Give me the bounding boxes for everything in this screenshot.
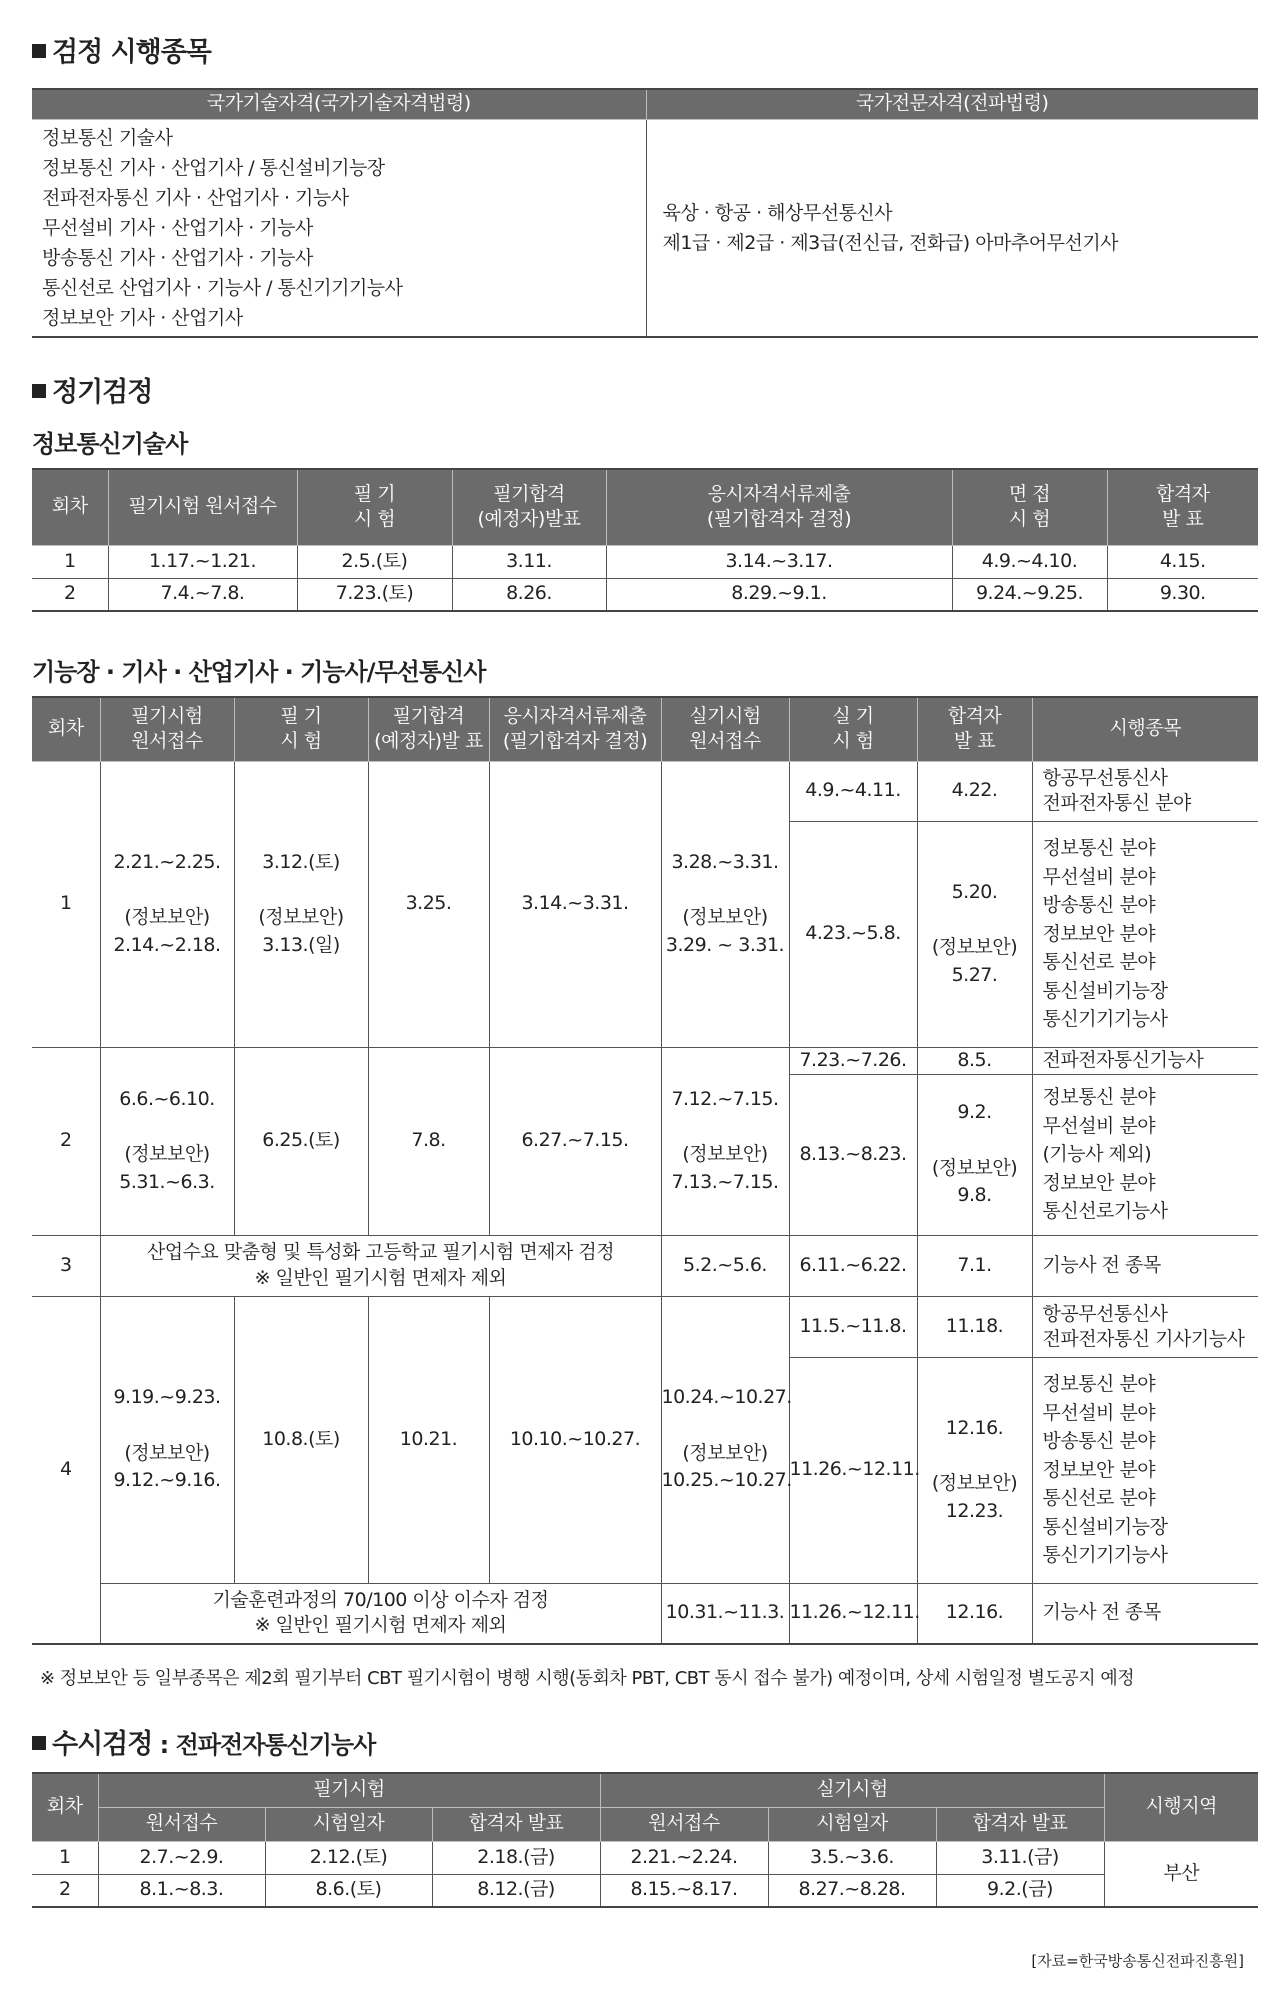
cell: 11.5.~11.8. bbox=[789, 1296, 917, 1357]
exam-items-table bbox=[32, 88, 1258, 338]
item: 전파전자통신 기사 · 산업기사 · 기능사 bbox=[42, 186, 349, 209]
header-national-technical: 국가기술자격(국가기술자격법령) bbox=[32, 89, 646, 119]
header-date: 시험일자 bbox=[265, 1807, 432, 1841]
header-written-pass: 필기합격 (예정자)발표 bbox=[452, 469, 606, 545]
cell: 10.21. bbox=[368, 1296, 489, 1583]
cell: 7.4.~7.8. bbox=[108, 578, 297, 611]
cell: 항공무선통신사 전파전자통신 기사기능사 bbox=[1032, 1296, 1258, 1357]
cell: 산업수요 맞춤형 및 특성화 고등학교 필기시험 면제자 검정 ※ 일반인 필기시험 면제자 제외 bbox=[100, 1235, 661, 1296]
cell: 5.2.~5.6. bbox=[661, 1235, 789, 1296]
header-national-professional: 국가전문자격(전파법령) bbox=[646, 89, 1258, 119]
cell: 2.21.~2.24. bbox=[600, 1841, 768, 1874]
cell: 12.16. (정보보안) 12.23. bbox=[917, 1357, 1032, 1583]
header-final: 합격자 발 표 bbox=[917, 697, 1032, 761]
section-title-text: 정기검정 bbox=[52, 377, 153, 408]
cell: 3.14.~3.17. bbox=[606, 545, 952, 578]
cell: 9.2. (정보보안) 9.8. bbox=[917, 1074, 1032, 1235]
header-region: 시행지역 bbox=[1104, 1773, 1258, 1841]
cell: 정보통신 분야 무선설비 분야 (기능사 제외) 정보보안 분야 통신선로기능사 bbox=[1032, 1074, 1258, 1235]
header-practical: 실기시험 bbox=[600, 1773, 1104, 1807]
item: 정보보안 기사 · 산업기사 bbox=[42, 306, 243, 329]
cell: 11.18. bbox=[917, 1296, 1032, 1357]
cell: 1 bbox=[32, 1841, 98, 1874]
cell: 12.16. bbox=[917, 1583, 1032, 1644]
cell: 기능사 전 종목 bbox=[1032, 1583, 1258, 1644]
header-round: 회차 bbox=[32, 469, 108, 545]
header-round: 회차 bbox=[32, 1773, 98, 1841]
cell: 2 bbox=[32, 578, 108, 611]
cell: 2.7.~2.9. bbox=[98, 1841, 265, 1874]
cell: 3.11. bbox=[452, 545, 606, 578]
professional-items-cell bbox=[646, 119, 1258, 337]
header-written: 필기시험 bbox=[98, 1773, 600, 1807]
table-row bbox=[32, 578, 1258, 611]
header-written-pass: 필기합격 (예정자)발 표 bbox=[368, 697, 489, 761]
cell: 7.1. bbox=[917, 1235, 1032, 1296]
header-interview: 면 접 시 험 bbox=[952, 469, 1107, 545]
cell: 4.9.~4.10. bbox=[952, 545, 1107, 578]
technician-schedule-table bbox=[32, 696, 1258, 1645]
technical-items-cell bbox=[32, 119, 646, 337]
cell: 전파전자통신기능사 bbox=[1032, 1047, 1258, 1074]
cell: 정보통신 분야 무선설비 분야 방송통신 분야 정보보안 분야 통신선로 분야 통신설비기능장 통신기기기능사 bbox=[1032, 821, 1258, 1047]
cell: 6.6.~6.10. (정보보안) 5.31.~6.3. bbox=[100, 1047, 234, 1235]
cell: 1.17.~1.21. bbox=[108, 545, 297, 578]
header-written-apply: 필기시험 원서접수 bbox=[108, 469, 297, 545]
cell: 7.8. bbox=[368, 1047, 489, 1235]
cell: 9.24.~9.25. bbox=[952, 578, 1107, 611]
item: 정보통신 기술사 bbox=[42, 126, 173, 149]
cell: 5.20. (정보보안) 5.27. bbox=[917, 821, 1032, 1047]
cell: 8.27.~8.28. bbox=[768, 1874, 936, 1907]
header-round: 회차 bbox=[32, 697, 100, 761]
cell: 2.12.(토) bbox=[265, 1841, 432, 1874]
cell: 8.15.~8.17. bbox=[600, 1874, 768, 1907]
cell: 4.15. bbox=[1107, 545, 1258, 578]
item: 무선설비 기사 · 산업기사 · 기능사 bbox=[42, 216, 313, 239]
cell: 3.12.(토) (정보보안) 3.13.(일) bbox=[234, 761, 368, 1047]
cell: 3.11.(금) bbox=[936, 1841, 1104, 1874]
cell: 6.27.~7.15. bbox=[489, 1047, 661, 1235]
section-title-text: 수시검정 bbox=[52, 1729, 153, 1760]
cell: 9.19.~9.23. (정보보안) 9.12.~9.16. bbox=[100, 1296, 234, 1583]
cell: 4 bbox=[32, 1296, 100, 1644]
cell: 항공무선통신사 전파전자통신 분야 bbox=[1032, 761, 1258, 821]
cell: 1 bbox=[32, 761, 100, 1047]
section-title-occasional bbox=[32, 1722, 375, 1761]
table-row bbox=[32, 1583, 1258, 1644]
cell: 6.25.(토) bbox=[234, 1047, 368, 1235]
cell: 8.29.~9.1. bbox=[606, 578, 952, 611]
footnote: ※ 정보보안 등 일부종목은 제2회 필기부터 CBT 필기시험이 병행 시행(동회차 PBT, CBT 동시 접수 불가) 예정이며, 상세 시험일정 별도공지 예정 bbox=[40, 1668, 1135, 1689]
table-row bbox=[32, 545, 1258, 578]
header-written-apply: 필기시험 원서접수 bbox=[100, 697, 234, 761]
table-row bbox=[32, 1047, 1258, 1074]
header-apply: 원서접수 bbox=[98, 1807, 265, 1841]
header-written-exam: 필 기 시 험 bbox=[234, 697, 368, 761]
table-row bbox=[32, 1296, 1258, 1357]
cell: 기능사 전 종목 bbox=[1032, 1235, 1258, 1296]
cell: 10.8.(토) bbox=[234, 1296, 368, 1583]
table-row bbox=[32, 1841, 1258, 1874]
section-title-regular bbox=[32, 370, 152, 409]
table-row bbox=[32, 761, 1258, 821]
header-items: 시행종목 bbox=[1032, 697, 1258, 761]
header-date: 시험일자 bbox=[768, 1807, 936, 1841]
square-bullet-icon bbox=[32, 1736, 46, 1750]
cell: 3.28.~3.31. (정보보안) 3.29. ~ 3.31. bbox=[661, 761, 789, 1047]
cell: 11.26.~12.11. bbox=[789, 1357, 917, 1583]
square-bullet-icon bbox=[32, 384, 46, 398]
item: 제1급 · 제2급 · 제3급(전신급, 전화급) 아마추어무선기사 bbox=[662, 231, 1119, 254]
cell: 3.25. bbox=[368, 761, 489, 1047]
cell: 2.18.(금) bbox=[432, 1841, 600, 1874]
cell: 10.24.~10.27. (정보보안) 10.25.~10.27. bbox=[661, 1296, 789, 1583]
pe-schedule-table bbox=[32, 468, 1258, 612]
header-docs: 응시자격서류제출 (필기합격자 결정) bbox=[606, 469, 952, 545]
cell: 2 bbox=[32, 1874, 98, 1907]
table-row bbox=[32, 1235, 1258, 1296]
item: 통신선로 산업기사 · 기능사 / 통신기기기능사 bbox=[42, 276, 403, 299]
occasional-schedule-table bbox=[32, 1772, 1258, 1908]
item: 정보통신 기사 · 산업기사 / 통신설비기능장 bbox=[42, 156, 385, 179]
header-docs: 응시자격서류제출 (필기합격자 결정) bbox=[489, 697, 661, 761]
cell: 8.13.~8.23. bbox=[789, 1074, 917, 1235]
cell: 2.21.~2.25. (정보보안) 2.14.~2.18. bbox=[100, 761, 234, 1047]
cell: 기술훈련과정의 70/100 이상 이수자 검정 ※ 일반인 필기시험 면제자 제외 bbox=[100, 1583, 661, 1644]
section-title-text: 검정 시행종목 bbox=[52, 37, 211, 68]
cell: 3.5.~3.6. bbox=[768, 1841, 936, 1874]
header-announce: 합격자 발표 bbox=[432, 1807, 600, 1841]
cell: 3.14.~3.31. bbox=[489, 761, 661, 1047]
source-credit: [자료=한국방송통신전파진흥원] bbox=[1031, 1952, 1244, 1970]
cell: 2.5.(토) bbox=[297, 545, 452, 578]
section-title-exam-items bbox=[32, 30, 211, 69]
table-row bbox=[32, 1874, 1258, 1907]
cell: 2 bbox=[32, 1047, 100, 1235]
cell: 6.11.~6.22. bbox=[789, 1235, 917, 1296]
cell: 3 bbox=[32, 1235, 100, 1296]
cell: 10.10.~10.27. bbox=[489, 1296, 661, 1583]
subtitle-technician: 기능장 · 기사 · 산업기사 · 기능사/무선통신사 bbox=[32, 658, 486, 686]
cell: 4.23.~5.8. bbox=[789, 821, 917, 1047]
cell: 11.26.~12.11. bbox=[789, 1583, 917, 1644]
cell: 9.2.(금) bbox=[936, 1874, 1104, 1907]
subtitle-pe: 정보통신기술사 bbox=[32, 430, 188, 458]
cell: 10.31.~11.3. bbox=[661, 1583, 789, 1644]
cell: 1 bbox=[32, 545, 108, 578]
header-final: 합격자 발 표 bbox=[1107, 469, 1258, 545]
cell: 7.12.~7.15. (정보보안) 7.13.~7.15. bbox=[661, 1047, 789, 1235]
square-bullet-icon bbox=[32, 44, 46, 58]
cell: 8.6.(토) bbox=[265, 1874, 432, 1907]
cell: 4.9.~4.11. bbox=[789, 761, 917, 821]
cell: 7.23.~7.26. bbox=[789, 1047, 917, 1074]
cell: 정보통신 분야 무선설비 분야 방송통신 분야 정보보안 분야 통신선로 분야 통신설비기능장 통신기기기능사 bbox=[1032, 1357, 1258, 1583]
header-practical-exam: 실 기 시 험 bbox=[789, 697, 917, 761]
header-apply: 원서접수 bbox=[600, 1807, 768, 1841]
cell: 7.23.(토) bbox=[297, 578, 452, 611]
header-practical-apply: 실기시험 원서접수 bbox=[661, 697, 789, 761]
header-written-exam: 필 기 시 험 bbox=[297, 469, 452, 545]
region-cell: 부산 bbox=[1104, 1841, 1258, 1907]
header-announce: 합격자 발표 bbox=[936, 1807, 1104, 1841]
cell: 8.1.~8.3. bbox=[98, 1874, 265, 1907]
section-subtitle-text: : 전파전자통신기능사 bbox=[152, 1731, 376, 1759]
cell: 8.26. bbox=[452, 578, 606, 611]
item: 방송통신 기사 · 산업기사 · 기능사 bbox=[42, 246, 313, 269]
cell: 4.22. bbox=[917, 761, 1032, 821]
item: 육상 · 항공 · 해상무선통신사 bbox=[662, 201, 893, 224]
cell: 8.5. bbox=[917, 1047, 1032, 1074]
cell: 8.12.(금) bbox=[432, 1874, 600, 1907]
cell: 9.30. bbox=[1107, 578, 1258, 611]
